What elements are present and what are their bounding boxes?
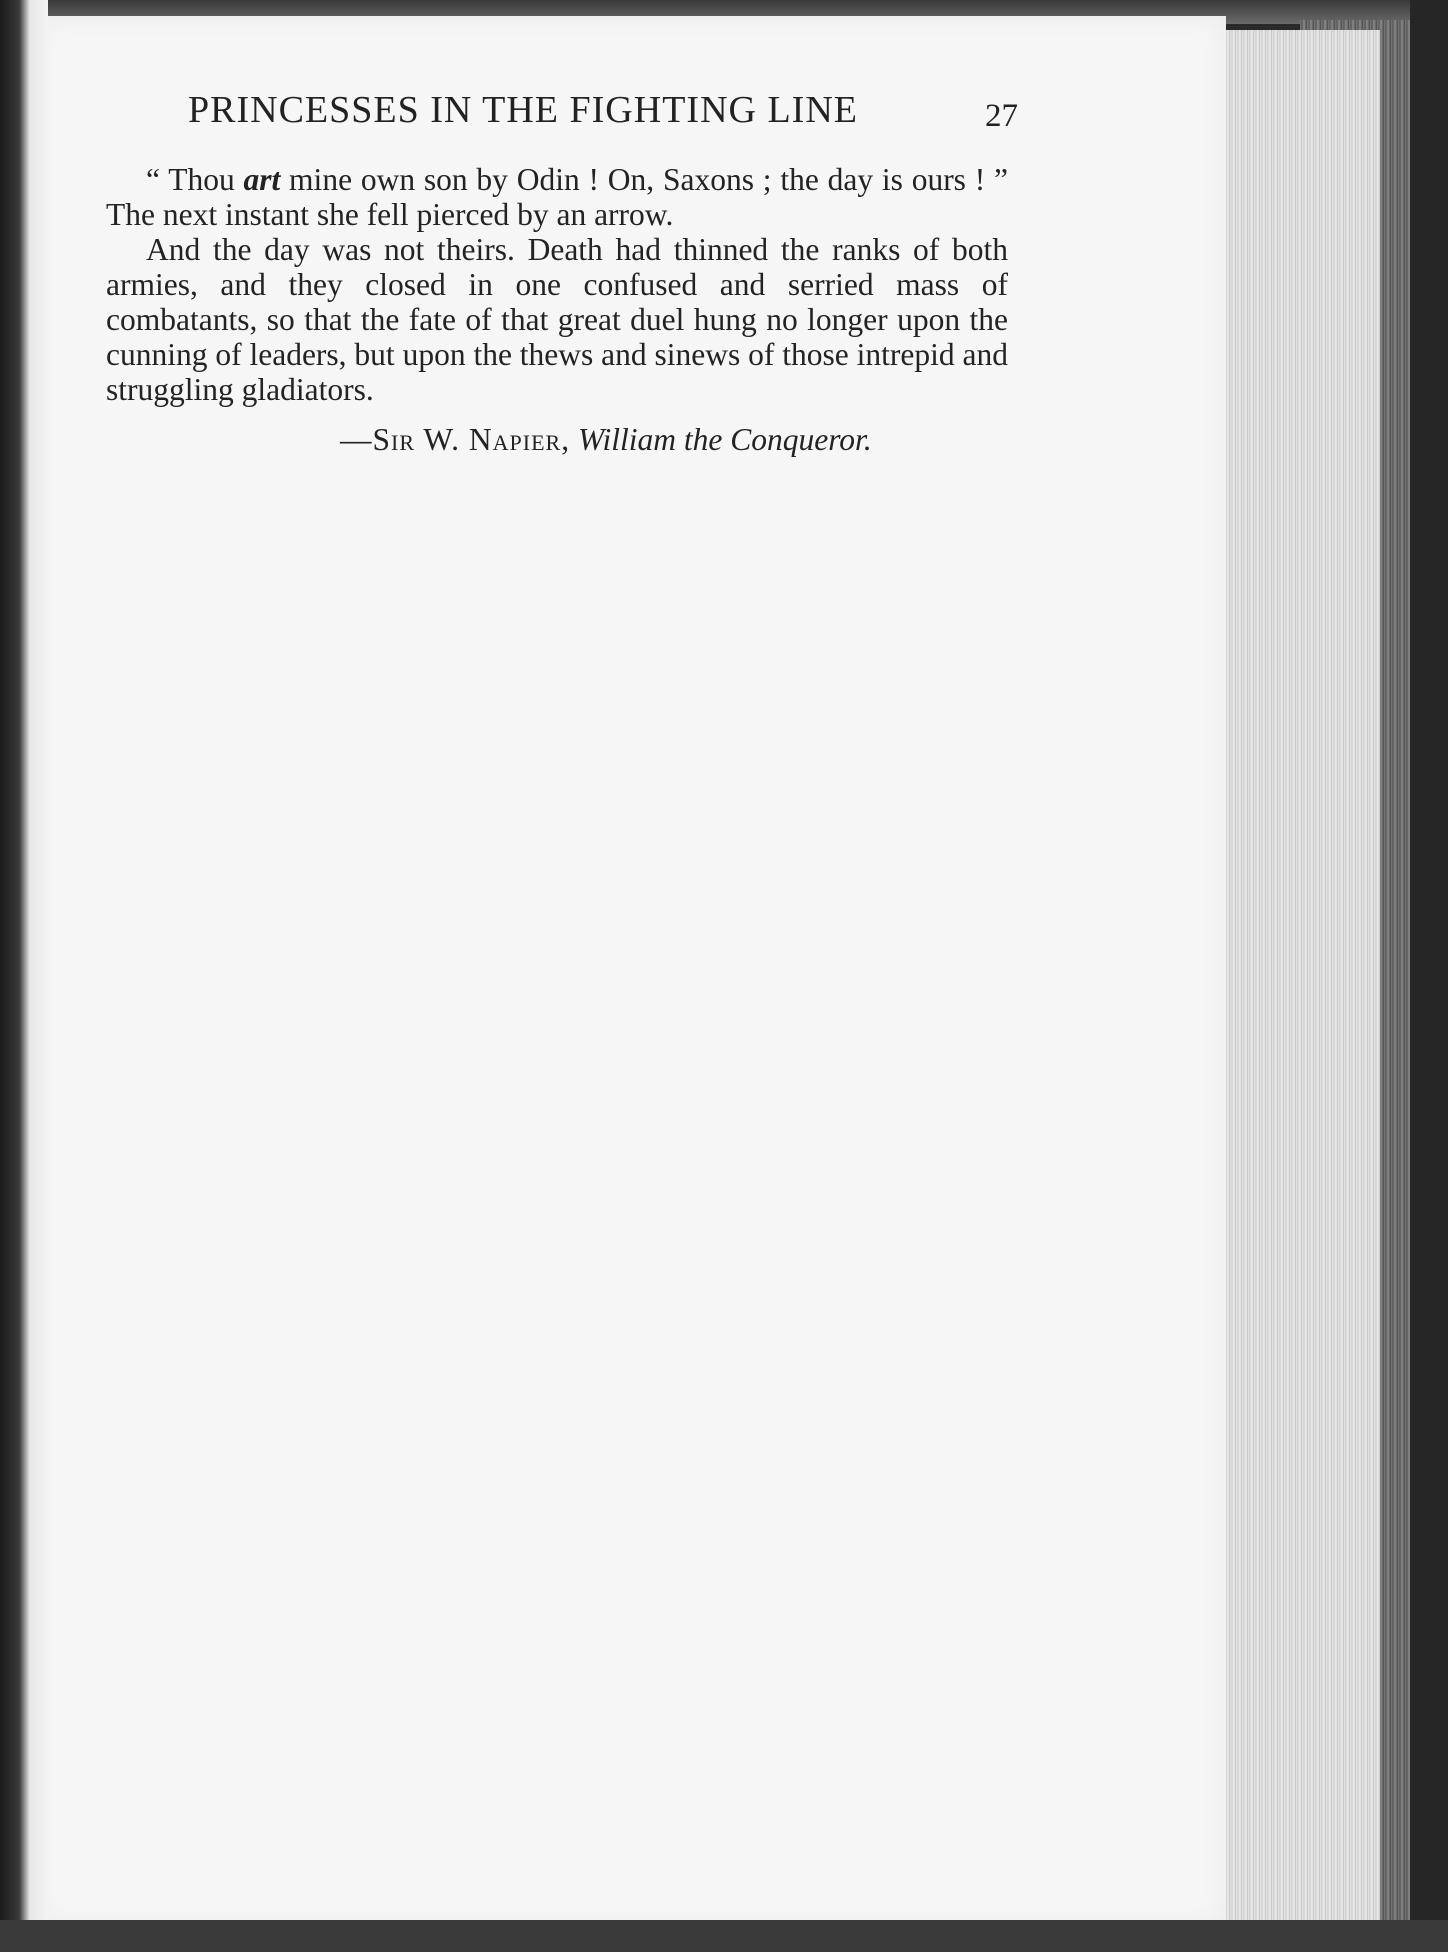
- attribution-author: —Sir W. Napier,: [340, 422, 571, 457]
- page-edges: [1200, 30, 1380, 1930]
- attribution-work: William the Conqueror.: [577, 422, 872, 457]
- quote-text-end: mine own son by Odin ! On, Saxons ; the day is ours ! ” The next instant she fell pierced by an arrow.: [106, 162, 1008, 232]
- paragraph-quote: [106, 162, 1008, 232]
- attribution: [340, 422, 1020, 458]
- paragraph-battle: And the day was not theirs. Death had thinned the ranks of both armies, and they closed in one confused and serried mass of combatants, so that the fate of that great duel hung no longer upon the cunning of leaders, but upon the thews and sinews of those intrepid and struggling gladiators.: [106, 232, 1008, 407]
- quote-text-start: “ Thou: [146, 162, 244, 197]
- running-title: PRINCESSES IN THE FIGHTING LINE: [188, 89, 858, 131]
- quote-emphasis: art: [243, 162, 281, 197]
- page-number: 27: [985, 98, 1018, 134]
- page-header: [188, 88, 1018, 136]
- book-cover-edge: [1410, 0, 1448, 1952]
- book-gutter: [0, 0, 48, 1952]
- bottom-edge-shadow: [0, 1920, 1448, 1952]
- body-text: [106, 162, 1008, 407]
